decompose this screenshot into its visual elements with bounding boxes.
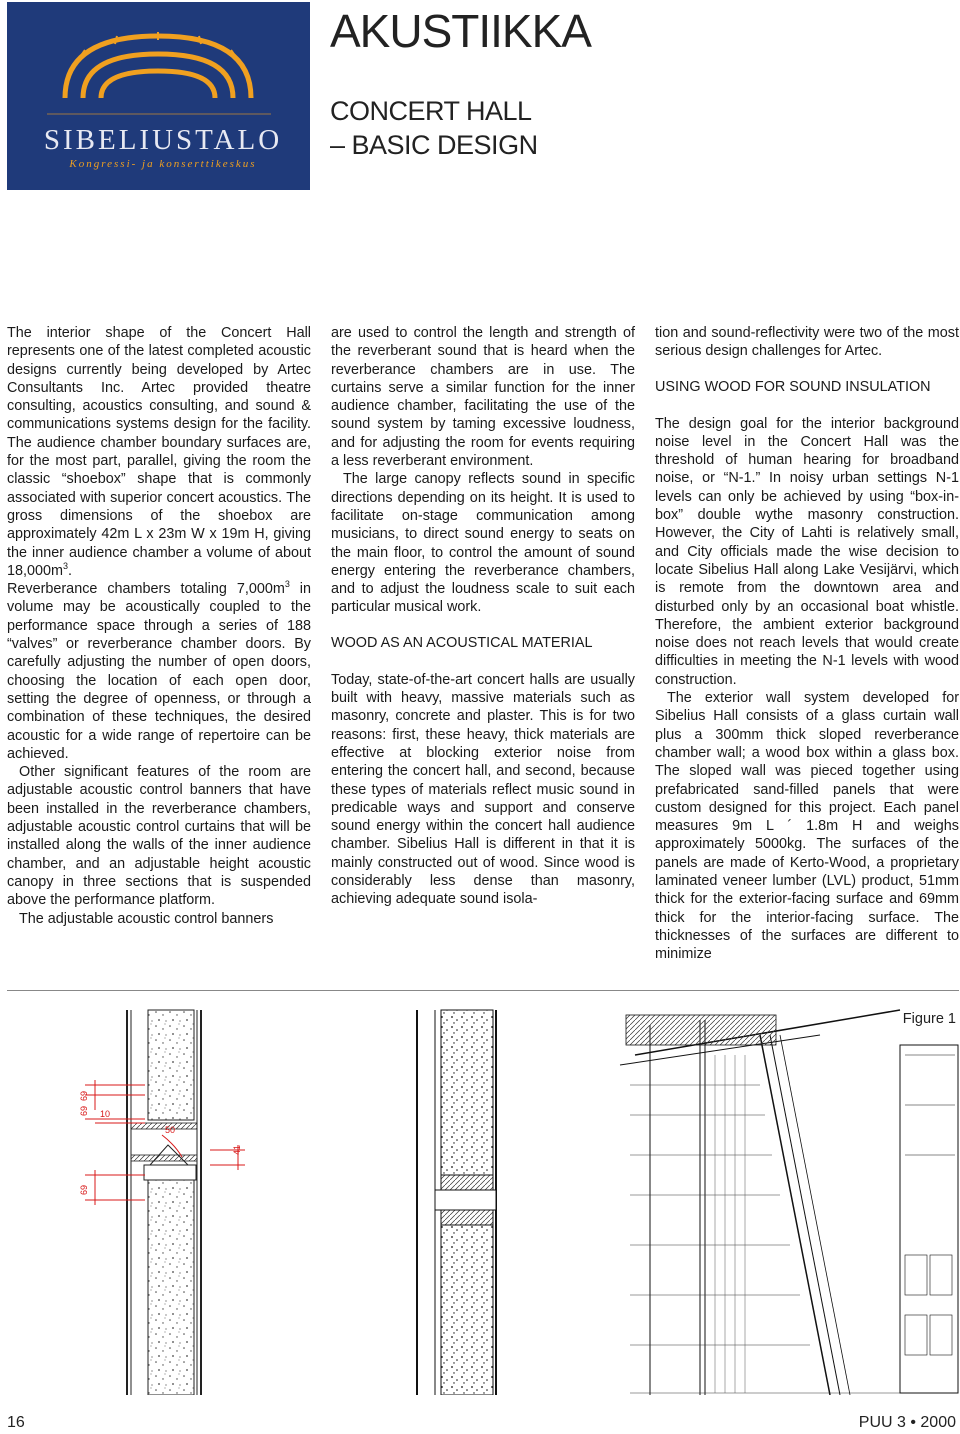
paragraph: The adjustable acoustic control banners xyxy=(19,910,274,927)
dimension-label: 69 xyxy=(79,1184,89,1195)
figure-1 xyxy=(0,995,960,1395)
wall-section-drawings xyxy=(0,995,960,1395)
article-subtitle xyxy=(330,94,538,162)
wall-detail-drawing-2 xyxy=(417,1010,496,1395)
wall-detail-drawing-1 xyxy=(79,1010,245,1395)
section-heading: WOOD AS AN ACOUSTICAL MATERIAL xyxy=(331,634,593,651)
subtitle-line-2: – BASIC DESIGN xyxy=(330,130,538,160)
dimension-label: 69 xyxy=(79,1105,89,1116)
logo-name: SIBELIUSTALO xyxy=(43,124,283,156)
text-column-1 xyxy=(7,324,311,928)
section-divider xyxy=(7,990,959,991)
paragraph: The large canopy reflects sound in specific directions depending on its height. It is used to facilitate on-stage communication among musicians, to direct sound energy to seats on the main floor, to control the amount of sound energy entering the reverberance chambers, and to adjust the loudness scale to suit each particular musical work. xyxy=(331,471,635,616)
building-section-drawing xyxy=(620,1010,958,1395)
section-heading: USING WOOD FOR SOUND INSULATION xyxy=(655,378,931,395)
logo-subtitle: Kongressi- ja konserttikeskus xyxy=(69,158,257,170)
paragraph: Reverberance chambers totaling $7,000m^3$ in volume may be acoustically coupled to the performance space through a series of 188 “valves” or reverberance chamber doors. By carefully adjusting the number of open doors, choosing the location of each open door, setting the degree of openness, or through a combination of these techniques, the desired acoustic for a wide range of repertoire can be achieved. xyxy=(7,579,311,762)
paragraph: The interior shape of the Concert Hall represents one of the latest completed acoustic designs currently being developed by Artec Consultants Inc. Artec provided theatre consulting, acoustics consulting, and sound & communications systems design for the facility. The audience chamber boundary surfaces are, for the most part, parallel, giving the room the classic “shoebox” shape that is commonly associated with superior concert acoustics. The gross dimensions of the shoebox are approximately 42m L x 23m W x 19m H, giving the inner audience chamber a volume of about $18,000m^3$. xyxy=(7,325,311,579)
dimension-label: 10 xyxy=(100,1109,111,1119)
dimension-label: 69 xyxy=(79,1090,89,1101)
issue-label: PUU 3 • 2000 xyxy=(858,1414,956,1431)
paragraph: are used to control the length and strength of the reverberant sound that is heard when the reverberance chambers are in use. The curtains serve a similar function for the inner audience chamber, facilitating the use of the sound system by taming excessive loudness, and for adjusting the room for events requiring a less reverberant environment. xyxy=(331,325,635,470)
text-column-2 xyxy=(331,324,635,909)
figure-caption: Figure 1 xyxy=(902,1011,956,1027)
subtitle-line-1: CONCERT HALL xyxy=(330,96,532,126)
page-title: AKUSTIIKKA xyxy=(330,5,591,57)
dimension-label: 41 xyxy=(232,1144,242,1155)
text-column-3 xyxy=(655,324,959,964)
page-number: 16 xyxy=(7,1414,25,1431)
paragraph: tion and sound-reflectivity were two of the most serious design challenges for Artec. xyxy=(655,325,959,360)
dimension-label: 50 xyxy=(165,1125,176,1135)
paragraph: Today, state-of-the-art concert halls are usually built with heavy, massive materials such as masonry, concrete and plaster. This is for two reasons: first, these heavy, thick materials are effective at blocking exterior noise from entering the concert hall, and second, because these types of materials reflect music sound in predicable ways and support and conserve sound energy within the concert hall audience chamber. Sibelius Hall is different in that it is mainly constructed out of wood. Since wood is considerably less dense than masonry, achieving adequate sound isola- xyxy=(331,671,635,908)
paragraph: The exterior wall system developed for Sibelius Hall consists of a glass curtain wall plus a 300mm thick sloped reverberance chamber wall; a wood box within a glass box. The sloped wall was pieced together using prefabricated sand-filled panels that were custom designed for this project. Each panel measures 9m L ´ 1.8m H and weighs approximately 5000kg. The surfaces of the panels are made of Kerto-Wood, a proprietary laminated veneer lumber (LVL) product, 51mm thick for the exterior-facing surface and 69mm thick for the interior-facing surface. The thicknesses of the surfaces are different to minimize xyxy=(655,690,959,963)
paragraph: Other significant features of the room are adjustable acoustic control banners that have been installed in the reverberance chambers, adjustable acoustic control curtains that will be installed along the walls of the inner audience chamber, and an adjustable height acoustic canopy in three sections that is suspended above the performance platform. xyxy=(7,764,311,909)
sibeliustalo-logo xyxy=(7,2,310,190)
paragraph: The design goal for the interior background noise level in the Concert Hall was the threshold of human hearing for broadband noise, or “N-1.” In noisy urban settings N-1 levels can only be achieved by using “box-in-box” double wythe masonry construction. However, the City of Lahti is relatively small, and City officials made the wise decision to locate Sibelius Hall along Lake Vesijärvi, which is remote from the downtown area and disturbed only by an occasional boat whistle. Therefore, the ambient exterior background noise does not reach levels that would create difficulties in meeting the N-1 levels with wood construction. xyxy=(655,415,959,688)
